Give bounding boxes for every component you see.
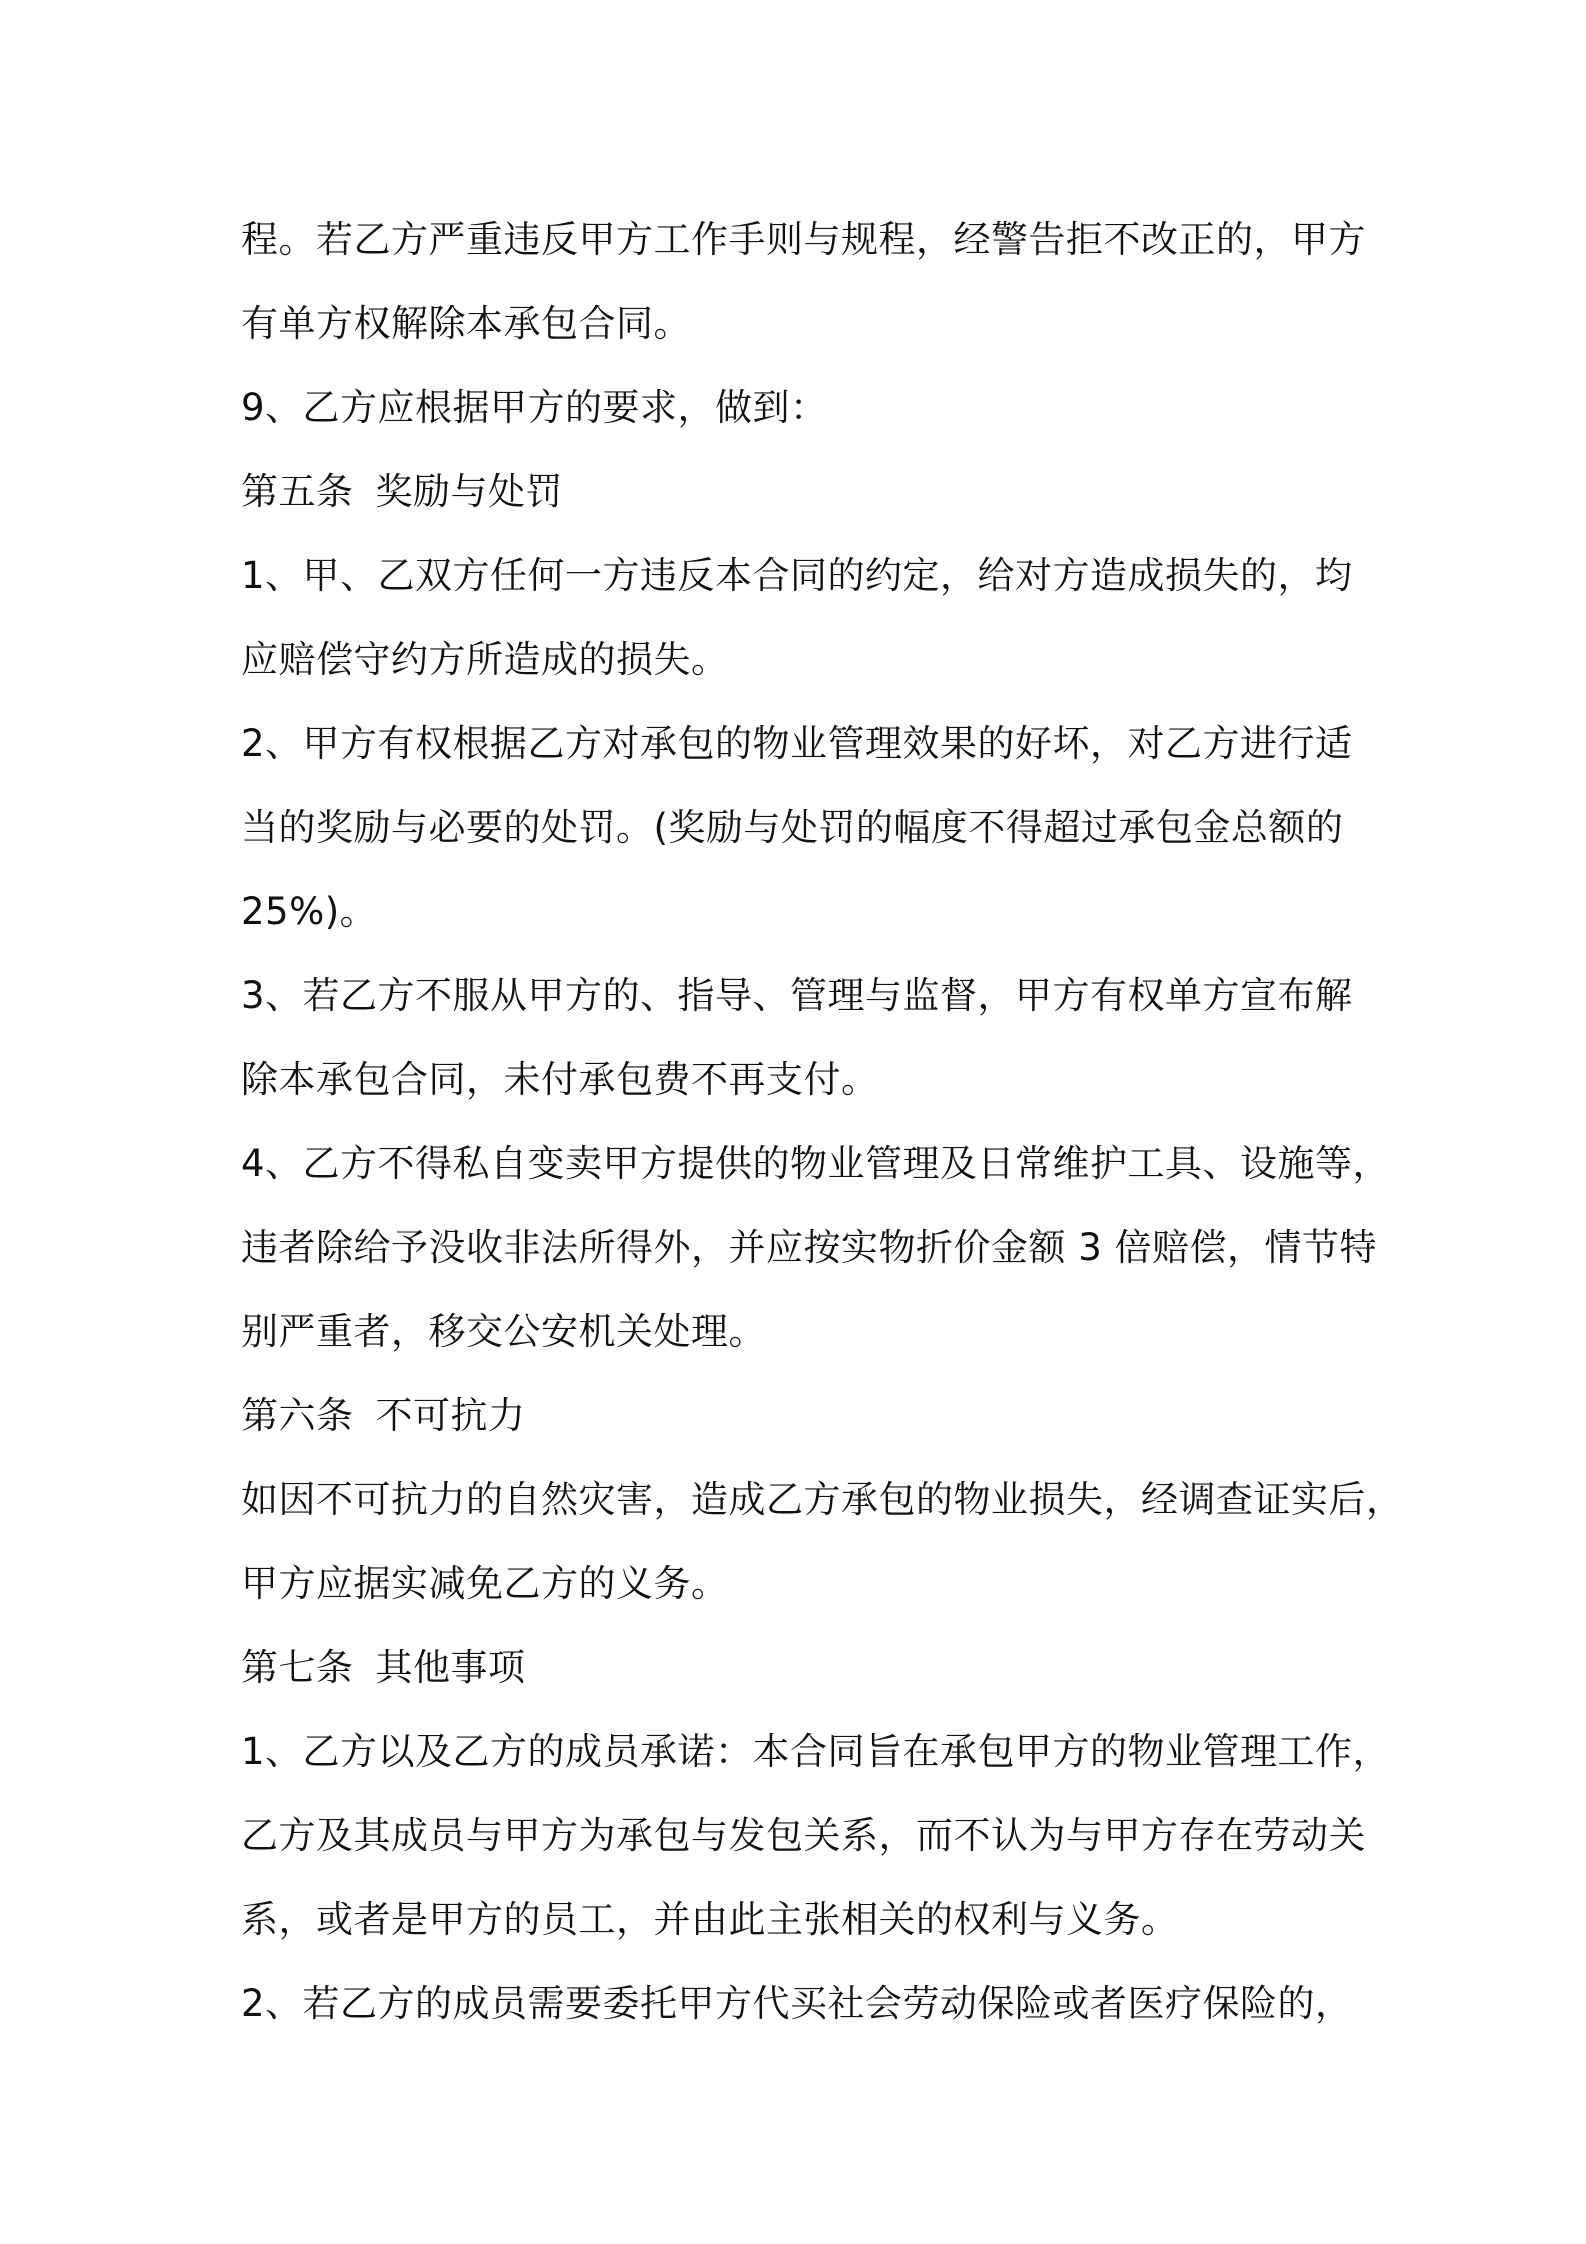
article-title: 奖励与处罚 bbox=[375, 470, 563, 513]
paragraph-line: 4、乙方不得私自变卖甲方提供的物业管理及日常维护工具、设施等， bbox=[241, 1142, 1391, 1185]
paragraph-line: 当的奖励与必要的处罚。(奖励与处罚的幅度不得超过承包金总额的 bbox=[241, 806, 1344, 849]
paragraph-line: 乙方及其成员与甲方为承包与发包关系，而不认为与甲方存在劳动关 bbox=[241, 1814, 1366, 1857]
paragraph-line: 25%)。 bbox=[241, 890, 378, 933]
paragraph-line: 2、若乙方的成员需要委托甲方代买社会劳动保险或者医疗保险的， bbox=[241, 1982, 1353, 2025]
article-number: 第七条 bbox=[241, 1646, 354, 1689]
article-5-heading bbox=[241, 450, 1351, 534]
paragraph-line: 甲方应据实减免乙方的义务。 bbox=[241, 1562, 729, 1605]
paragraph-line: 3、若乙方不服从甲方的、指导、管理与监督，甲方有权单方宣布解 bbox=[241, 974, 1353, 1017]
paragraph-line: 2、甲方有权根据乙方对承包的物业管理效果的好坏，对乙方进行适 bbox=[241, 722, 1353, 765]
article-number: 第六条 bbox=[241, 1394, 354, 1437]
article-title: 其他事项 bbox=[375, 1646, 526, 1689]
paragraph-line: 系，或者是甲方的员工，并由此主张相关的权利与义务。 bbox=[241, 1898, 1179, 1941]
paragraph-line: 程。若乙方严重违反甲方工作手则与规程，经警告拒不改正的，甲方 bbox=[241, 218, 1366, 261]
document-body bbox=[241, 198, 1404, 2046]
paragraph-line: 1、乙方以及乙方的成员承诺：本合同旨在承包甲方的物业管理工作， bbox=[241, 1730, 1391, 1773]
paragraph-line: 1、甲、乙双方任何一方违反本合同的约定，给对方造成损失的，均 bbox=[241, 554, 1353, 597]
paragraph-line: 违者除给予没收非法所得外，并应按实物折价金额 3 倍赔偿，情节特 bbox=[241, 1226, 1378, 1269]
article-6-heading bbox=[241, 1374, 1351, 1458]
paragraph-line: 9、乙方应根据甲方的要求，做到： bbox=[241, 386, 828, 429]
paragraph-line: 如因不可抗力的自然灾害，造成乙方承包的物业损失，经调查证实后， bbox=[241, 1478, 1404, 1521]
paragraph-line: 除本承包合同，未付承包费不再支付。 bbox=[241, 1058, 879, 1101]
article-7-heading bbox=[241, 1626, 1351, 1710]
paragraph-line: 应赔偿守约方所造成的损失。 bbox=[241, 638, 729, 681]
paragraph-line: 别严重者，移交公安机关处理。 bbox=[241, 1310, 766, 1353]
paragraph-line: 有单方权解除本承包合同。 bbox=[241, 302, 691, 345]
article-number: 第五条 bbox=[241, 470, 354, 513]
article-title: 不可抗力 bbox=[375, 1394, 526, 1437]
